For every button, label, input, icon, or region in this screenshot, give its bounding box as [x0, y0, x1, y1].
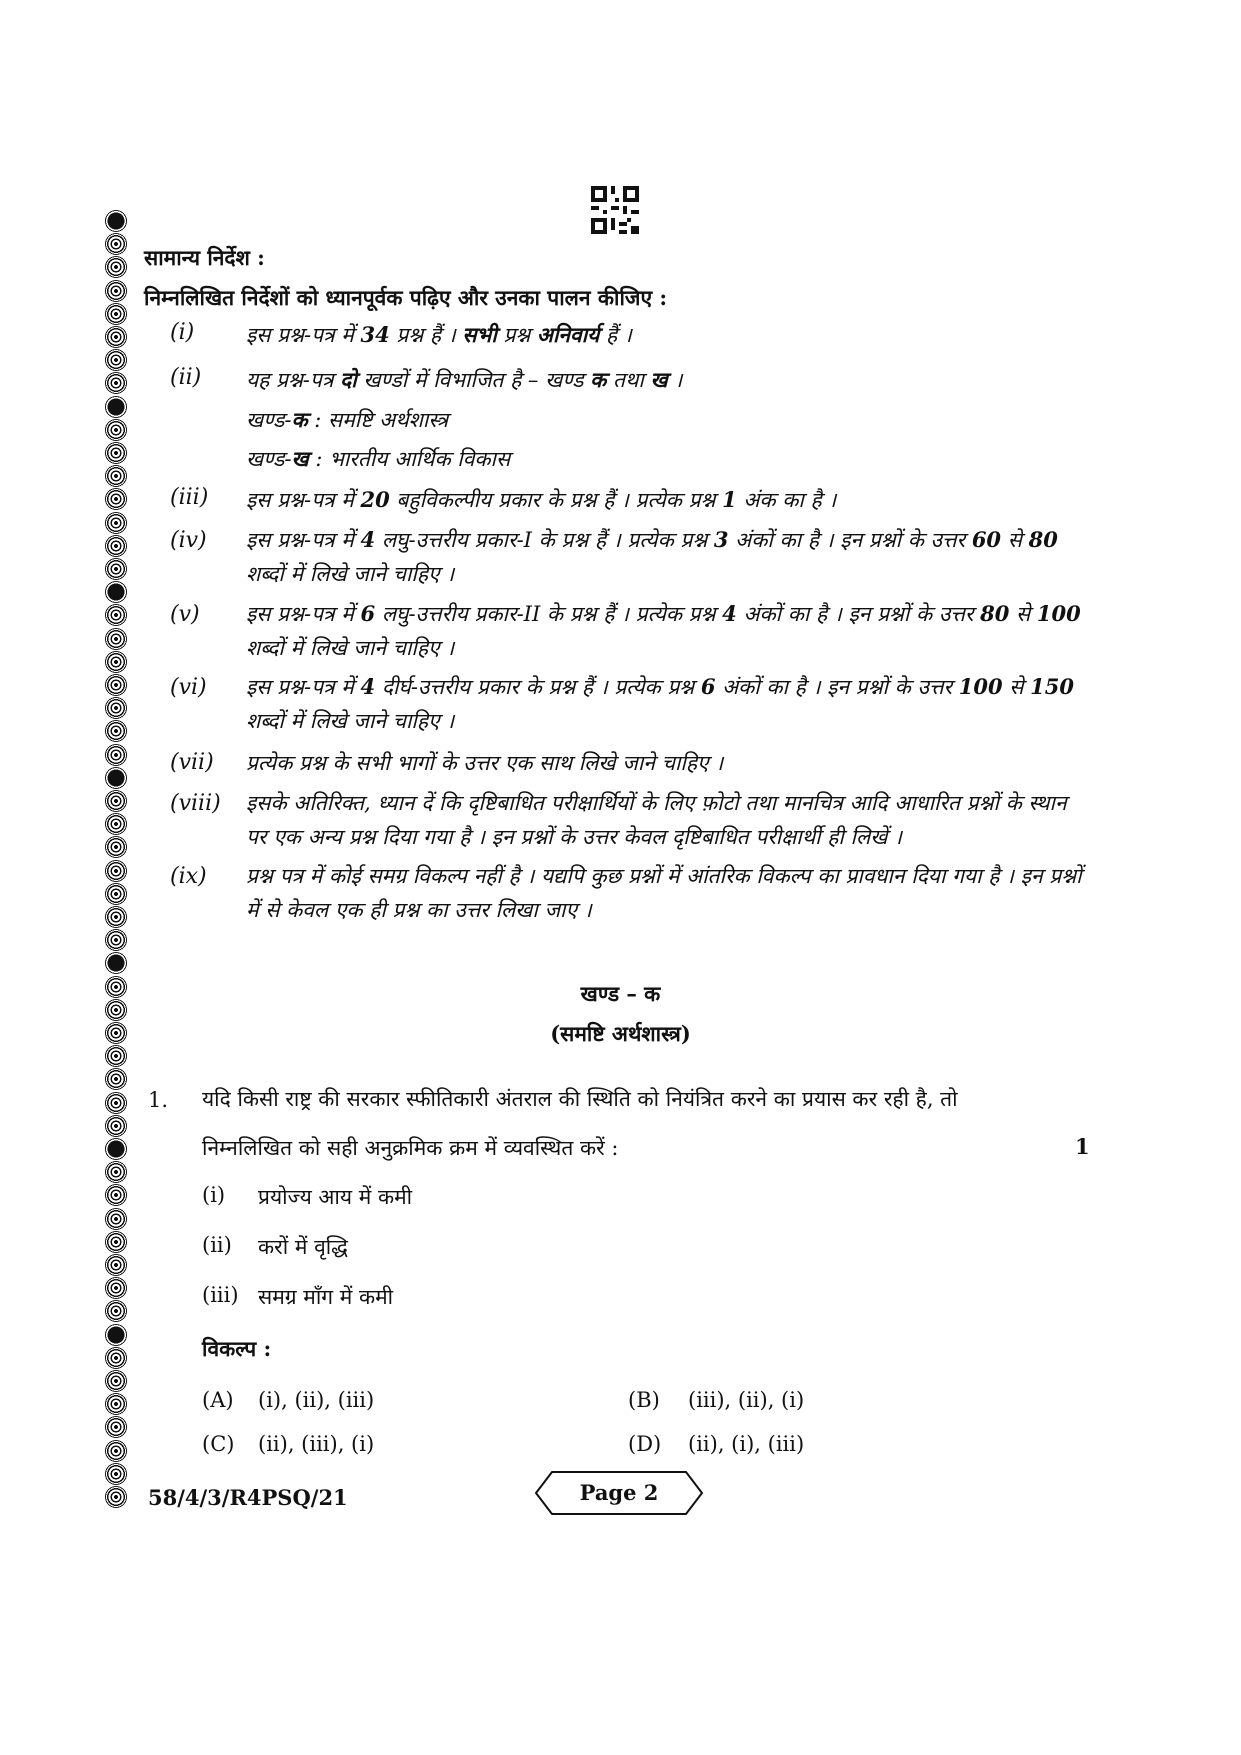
margin-ring-icon — [105, 697, 127, 719]
margin-ring-icon — [105, 906, 127, 928]
options-label: विकल्प : — [202, 1336, 272, 1361]
instruction-text: यह प्रश्न-पत्र दो खण्डों में विभाजित है – खण्ड क तथा ख । — [246, 367, 683, 392]
section-b-line — [246, 445, 510, 473]
instruction-text: इसके अतिरिक्त, ध्यान दें कि दृष्टिबाधित परीक्षार्थियों के लिए फ़ोटो तथा मानचित्र आदि आधारित प्रश्नों के स्थान पर एक अन्य प्रश्न दिया गया है । इन प्रश्नों के उत्तर केवल दृष्टिबाधित परीक्षार्थी ही लिखें । — [246, 791, 1067, 849]
instruction-text: इस प्रश्न-पत्र में 34 प्रश्न हैं । सभी प्रश्न अनिवार्य हैं । — [246, 322, 632, 347]
instruction-number: (vi) — [170, 675, 207, 700]
option-c-label: (C) — [202, 1432, 235, 1456]
paper-code: 58/4/3/R4PSQ/21 — [148, 1485, 348, 1510]
margin-ring-icon — [105, 233, 127, 255]
margin-ring-icon — [105, 836, 127, 858]
margin-ring-icon — [105, 1300, 127, 1322]
general-instructions-subtitle: निम्नलिखित निर्देशों को ध्यानपूर्वक पढ़िए और उनका पालन कीजिए : — [144, 285, 668, 310]
general-instructions-title: सामान्य निर्देश : — [144, 245, 265, 270]
instruction-number: (iii) — [170, 485, 209, 510]
margin-ring-icon — [105, 1463, 127, 1485]
list-item-number: (ii) — [202, 1233, 232, 1257]
qr-code-icon — [591, 186, 639, 234]
option-d-label: (D) — [628, 1432, 662, 1456]
margin-ring-icon — [105, 1068, 127, 1090]
margin-ring-icon — [105, 1231, 127, 1253]
margin-ring-icon — [105, 929, 127, 951]
margin-ring-icon — [105, 1324, 127, 1346]
margin-ring-icon — [105, 512, 127, 534]
option-c-text: (ii), (iii), (i) — [258, 1432, 375, 1456]
list-item-number: (iii) — [202, 1283, 239, 1307]
margin-ring-icon — [105, 349, 127, 371]
option-a-label: (A) — [202, 1388, 234, 1412]
margin-ring-icon — [105, 651, 127, 673]
margin-ring-icon — [105, 883, 127, 905]
margin-ring-icon — [105, 1416, 127, 1438]
list-item-text: प्रयोज्य आय में कमी — [258, 1185, 413, 1209]
section-a-name: : समष्टि अर्थशास्त्र — [307, 408, 449, 432]
margin-ring-icon — [105, 581, 127, 603]
margin-ring-icon — [105, 744, 127, 766]
section-a-prefix: खण्ड- — [246, 408, 292, 432]
margin-ring-icon — [105, 465, 127, 487]
question-marks: 1 — [1075, 1134, 1090, 1159]
option-b-text: (iii), (ii), (i) — [688, 1388, 805, 1412]
instruction-text: इस प्रश्न-पत्र में 4 लघु-उत्तरीय प्रकार-I के प्रश्न हैं । प्रत्येक प्रश्न 3 अंकों का है । इन प्रश्नों के उत्तर 60 से 80 शब्दों में लिखे जाने चाहिए । — [246, 527, 1058, 586]
margin-ring-icon — [105, 396, 127, 418]
margin-ring-icon — [105, 790, 127, 812]
margin-ring-icon — [105, 256, 127, 278]
margin-ring-icon — [105, 674, 127, 696]
list-item-text: समग्र माँग में कमी — [258, 1285, 394, 1309]
margin-ring-icon — [105, 1277, 127, 1299]
option-d-text: (ii), (i), (iii) — [688, 1432, 805, 1456]
instruction-number: (ix) — [170, 864, 207, 889]
section-b-name: : भारतीय आर्थिक विकास — [308, 447, 511, 471]
margin-ring-icon — [105, 303, 127, 325]
margin-ring-icon — [105, 1440, 127, 1462]
section-b-prefix: खण्ड- — [246, 447, 292, 471]
instruction-text: इस प्रश्न-पत्र में 6 लघु-उत्तरीय प्रकार-II के प्रश्न हैं । प्रत्येक प्रश्न 4 अंकों का है । इन प्रश्नों के उत्तर 80 से 100 शब्दों में लिखे जाने चाहिए । — [246, 601, 1081, 660]
margin-ring-icon — [105, 280, 127, 302]
margin-ring-icon — [105, 1254, 127, 1276]
margin-ring-icon — [105, 1092, 127, 1114]
option-a-text: (i), (ii), (iii) — [258, 1388, 375, 1412]
question-number: 1. — [148, 1088, 169, 1112]
section-b-letter: ख — [291, 446, 309, 471]
section-a-line — [246, 406, 448, 434]
instruction-number: (viii) — [170, 791, 221, 816]
instruction-number: (v) — [170, 602, 200, 627]
margin-ring-icon — [105, 558, 127, 580]
margin-ring-icon — [105, 442, 127, 464]
question-text-line2: निम्नलिखित को सही अनुक्रमिक क्रम में व्यवस्थित करें : — [202, 1136, 619, 1160]
margin-ring-icon — [105, 210, 127, 232]
margin-ring-icon — [105, 767, 127, 789]
instruction-number: (i) — [170, 320, 195, 345]
margin-ring-icon — [105, 419, 127, 441]
margin-ring-icon — [105, 488, 127, 510]
margin-ring-icon — [105, 952, 127, 974]
margin-ring-icon — [105, 860, 127, 882]
section-a-letter: क — [291, 407, 308, 432]
margin-ring-icon — [105, 1161, 127, 1183]
margin-ring-icon — [105, 372, 127, 394]
instruction-number: (vii) — [170, 750, 214, 775]
margin-ring-icon — [105, 1045, 127, 1067]
margin-ring-icon — [105, 1208, 127, 1230]
section-subtitle: (समष्टि अर्थशास्त्र) — [550, 1021, 691, 1046]
margin-ring-icon — [105, 326, 127, 348]
section-title: खण्ड – क — [580, 981, 661, 1006]
instruction-text: प्रत्येक प्रश्न के सभी भागों के उत्तर एक साथ लिखे जाने चाहिए । — [246, 751, 724, 775]
instruction-text: इस प्रश्न-पत्र में 20 बहुविकल्पीय प्रकार के प्रश्न हैं । प्रत्येक प्रश्न 1 अंक का है । — [246, 487, 837, 512]
margin-ring-icon — [105, 1486, 127, 1508]
margin-ring-icon — [105, 1347, 127, 1369]
question-text-line1: यदि किसी राष्ट्र की सरकार स्फीतिकारी अंतराल की स्थिति को नियंत्रित करने का प्रयास कर रही है, तो — [202, 1087, 958, 1111]
instruction-number: (iv) — [170, 528, 207, 553]
margin-ring-icon — [105, 720, 127, 742]
option-b-label: (B) — [628, 1388, 660, 1412]
margin-ring-icon — [105, 1393, 127, 1415]
margin-ring-icon — [105, 628, 127, 650]
page-number: Page 2 — [579, 1480, 659, 1505]
instruction-number: (ii) — [170, 365, 202, 390]
list-item-number: (i) — [202, 1183, 226, 1207]
margin-ring-icon — [105, 1138, 127, 1160]
margin-ring-icon — [105, 1115, 127, 1137]
margin-ring-icon — [105, 1184, 127, 1206]
margin-ring-icon — [105, 1370, 127, 1392]
margin-ring-icon — [105, 535, 127, 557]
instruction-text: प्रश्न पत्र में कोई समग्र विकल्प नहीं है । यद्यपि कुछ प्रश्नों में आंतरिक विकल्प का प्रावधान दिया गया है । इन प्रश्नों में से केवल एक ही प्रश्न का उत्तर लिखा जाए । — [246, 864, 1082, 922]
instruction-text: इस प्रश्न-पत्र में 4 दीर्घ-उत्तरीय प्रकार के प्रश्न हैं । प्रत्येक प्रश्न 6 अंकों का है । इन प्रश्नों के उत्तर 100 से 150 शब्दों में लिखे जाने चाहिए । — [246, 674, 1074, 733]
margin-ring-icon — [105, 813, 127, 835]
margin-ring-icon — [105, 604, 127, 626]
list-item-text: करों में वृद्धि — [258, 1235, 348, 1259]
